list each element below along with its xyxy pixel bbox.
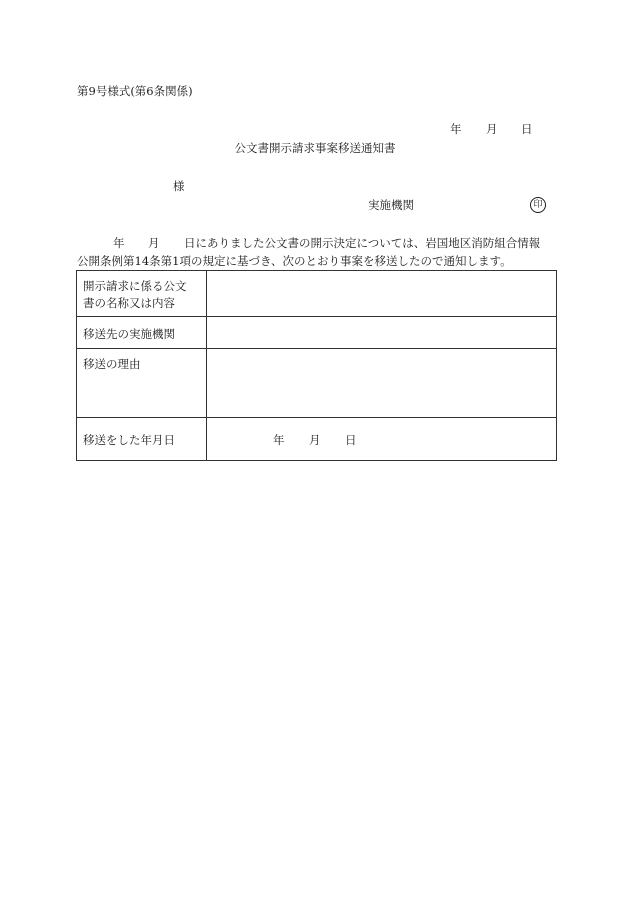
transfer-date-month: 月 bbox=[309, 433, 321, 447]
form-number: 第9号様式(第6条関係) bbox=[77, 84, 193, 98]
destination-agency-field[interactable] bbox=[207, 317, 557, 349]
transfer-date-day: 日 bbox=[345, 433, 357, 447]
row-label-transfer-date: 移送をした年月日 bbox=[77, 418, 207, 461]
document-name-field[interactable] bbox=[207, 271, 557, 317]
document-title bbox=[0, 143, 630, 155]
body-line-1-text: 日にありました公文書の開示決定については、岩国地区消防組合情報 bbox=[184, 236, 541, 250]
agency-label: 実施機関 bbox=[368, 198, 414, 212]
row-label-transfer-reason: 移送の理由 bbox=[77, 349, 207, 418]
transfer-reason-field[interactable] bbox=[207, 349, 557, 418]
body-month: 月 bbox=[148, 236, 160, 250]
table-row bbox=[77, 349, 557, 418]
row-label-destination-agency: 移送先の実施機関 bbox=[77, 317, 207, 349]
table-row bbox=[77, 271, 557, 317]
seal-mark: 印 bbox=[530, 197, 546, 213]
row-label-line: 書の名称又は内容 bbox=[83, 296, 175, 310]
body-line-2: 公開条例第14条第1項の規定に基づき、次のとおり事案を移送したので通知します。 bbox=[77, 254, 512, 268]
transfer-info-table bbox=[76, 270, 557, 461]
body-year: 年 bbox=[113, 236, 125, 250]
row-label-document-name bbox=[77, 271, 207, 317]
row-label-line: 開示請求に係る公文 bbox=[83, 279, 187, 293]
table-row bbox=[77, 317, 557, 349]
header-date-month: 月 bbox=[486, 122, 498, 136]
header-date-year: 年 bbox=[450, 122, 462, 136]
transfer-date-field[interactable] bbox=[207, 418, 557, 461]
transfer-date-year: 年 bbox=[273, 433, 285, 447]
recipient-suffix: 様 bbox=[173, 179, 185, 193]
header-date-day: 日 bbox=[521, 122, 533, 136]
table-row bbox=[77, 418, 557, 461]
document-title-text: 公文書開示請求事案移送通知書 bbox=[234, 141, 396, 155]
